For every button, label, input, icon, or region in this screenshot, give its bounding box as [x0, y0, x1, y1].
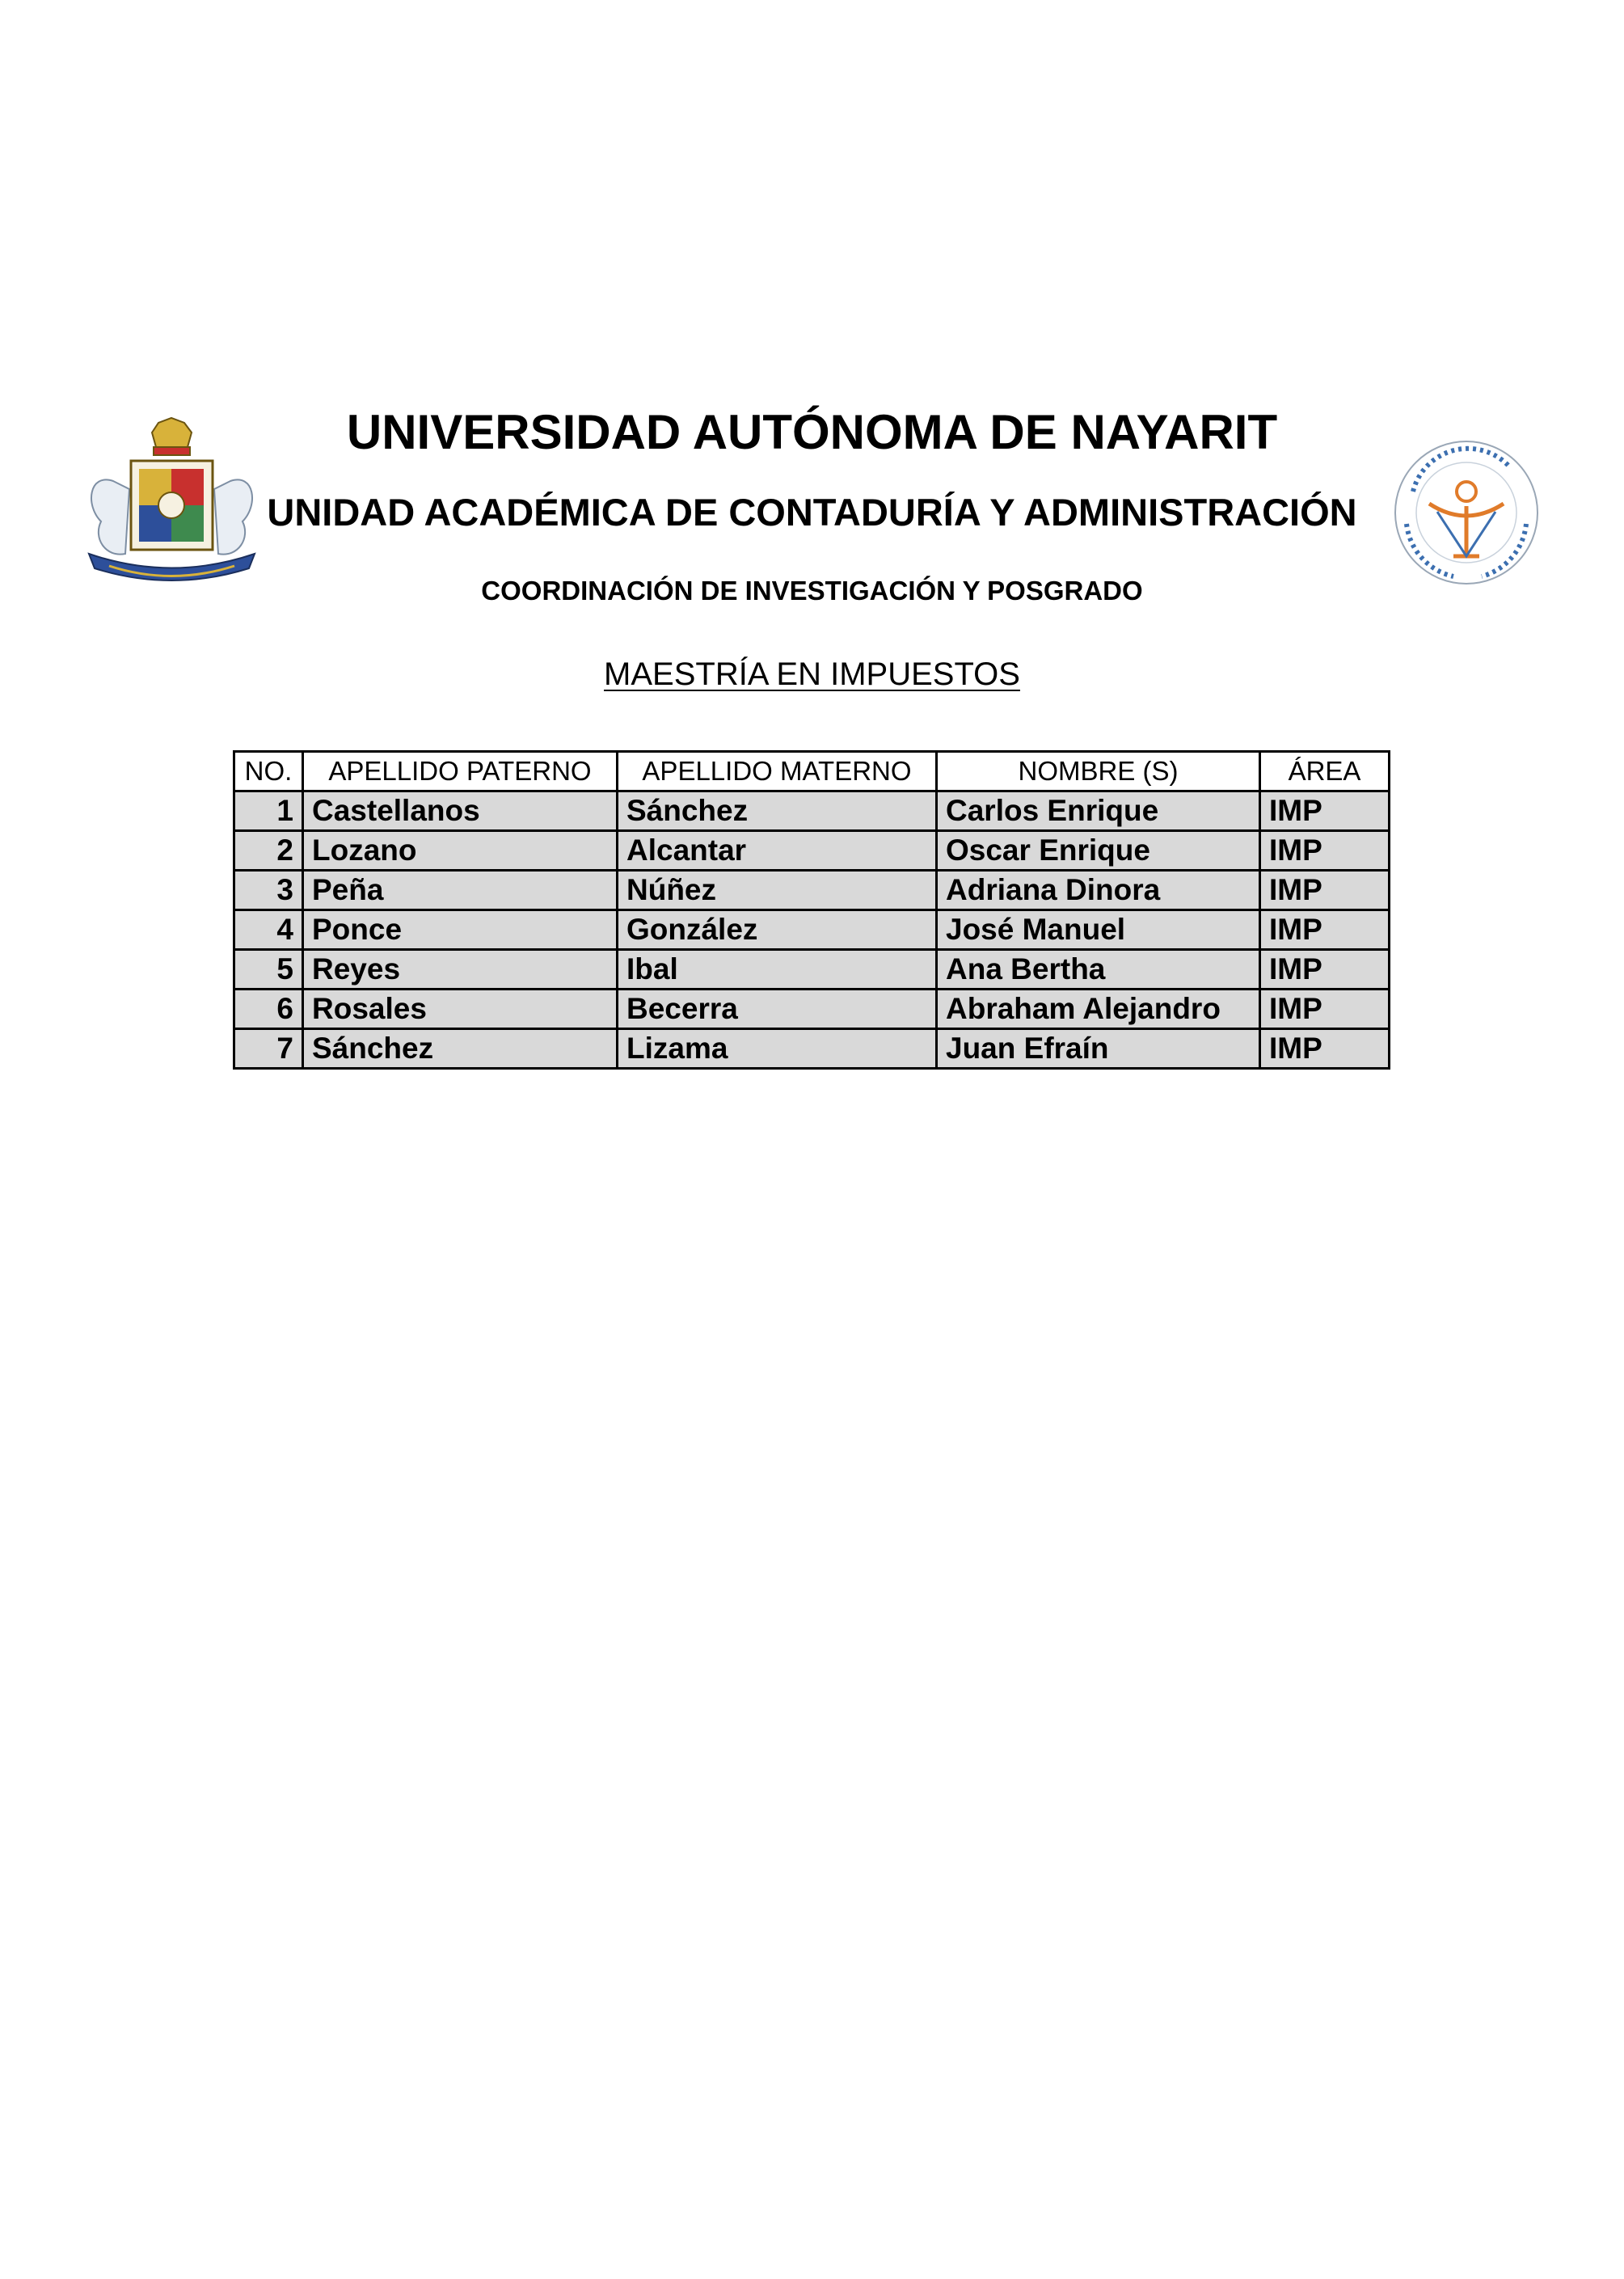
header-area: ÁREA: [1260, 752, 1390, 791]
cell-no: 4: [234, 910, 303, 950]
academic-unit-title: UNIDAD ACADÉMICA DE CONTADURÍA Y ADMINISTRACIÓN: [267, 491, 1357, 534]
cell-apellido-paterno: Castellanos: [303, 791, 618, 831]
cell-apellido-materno: Ibal: [618, 950, 937, 990]
cell-apellido-paterno: Lozano: [303, 831, 618, 871]
cell-apellido-materno: Sánchez: [618, 791, 937, 831]
cell-nombre: Oscar Enrique: [937, 831, 1260, 871]
cell-apellido-paterno: Sánchez: [303, 1029, 618, 1069]
cell-no: 5: [234, 950, 303, 990]
cell-apellido-paterno: Rosales: [303, 990, 618, 1029]
coordination-title: COORDINACIÓN DE INVESTIGACIÓN Y POSGRADO: [481, 576, 1143, 606]
cell-nombre: Carlos Enrique: [937, 791, 1260, 831]
table-row: [234, 1029, 1390, 1069]
cell-nombre: Juan Efraín: [937, 1029, 1260, 1069]
table-row: [234, 791, 1390, 831]
cell-area: IMP: [1260, 1029, 1390, 1069]
cell-area: IMP: [1260, 950, 1390, 990]
cell-area: IMP: [1260, 990, 1390, 1029]
cell-apellido-materno: González: [618, 910, 937, 950]
cell-area: IMP: [1260, 910, 1390, 950]
cell-no: 6: [234, 990, 303, 1029]
cell-apellido-materno: Núñez: [618, 871, 937, 910]
program-title-text: MAESTRÍA EN IMPUESTOS: [604, 656, 1020, 692]
cell-no: 1: [234, 791, 303, 831]
cell-area: IMP: [1260, 871, 1390, 910]
cell-nombre: Abraham Alejandro: [937, 990, 1260, 1029]
cell-area: IMP: [1260, 831, 1390, 871]
cell-apellido-paterno: Ponce: [303, 910, 618, 950]
cell-nombre: Adriana Dinora: [937, 871, 1260, 910]
cell-apellido-paterno: Peña: [303, 871, 618, 910]
header-apellido-paterno: APELLIDO PATERNO: [303, 752, 618, 791]
table-row: [234, 910, 1390, 950]
program-title: [0, 656, 1624, 693]
cell-nombre: Ana Bertha: [937, 950, 1260, 990]
table-header-row: [234, 752, 1390, 791]
header-apellido-materno: APELLIDO MATERNO: [618, 752, 937, 791]
header-nombre: NOMBRE (S): [937, 752, 1260, 791]
header-no: NO.: [234, 752, 303, 791]
table-row: [234, 990, 1390, 1029]
table-row: [234, 950, 1390, 990]
cell-no: 2: [234, 831, 303, 871]
table-row: [234, 831, 1390, 871]
cell-apellido-materno: Becerra: [618, 990, 937, 1029]
university-title: UNIVERSIDAD AUTÓNOMA DE NAYARIT: [346, 405, 1278, 459]
cell-no: 7: [234, 1029, 303, 1069]
student-roster-table: [233, 750, 1390, 1070]
cell-nombre: José Manuel: [937, 910, 1260, 950]
cell-apellido-materno: Alcantar: [618, 831, 937, 871]
cell-apellido-materno: Lizama: [618, 1029, 937, 1069]
cell-area: IMP: [1260, 791, 1390, 831]
table-row: [234, 871, 1390, 910]
cell-apellido-paterno: Reyes: [303, 950, 618, 990]
cell-no: 3: [234, 871, 303, 910]
